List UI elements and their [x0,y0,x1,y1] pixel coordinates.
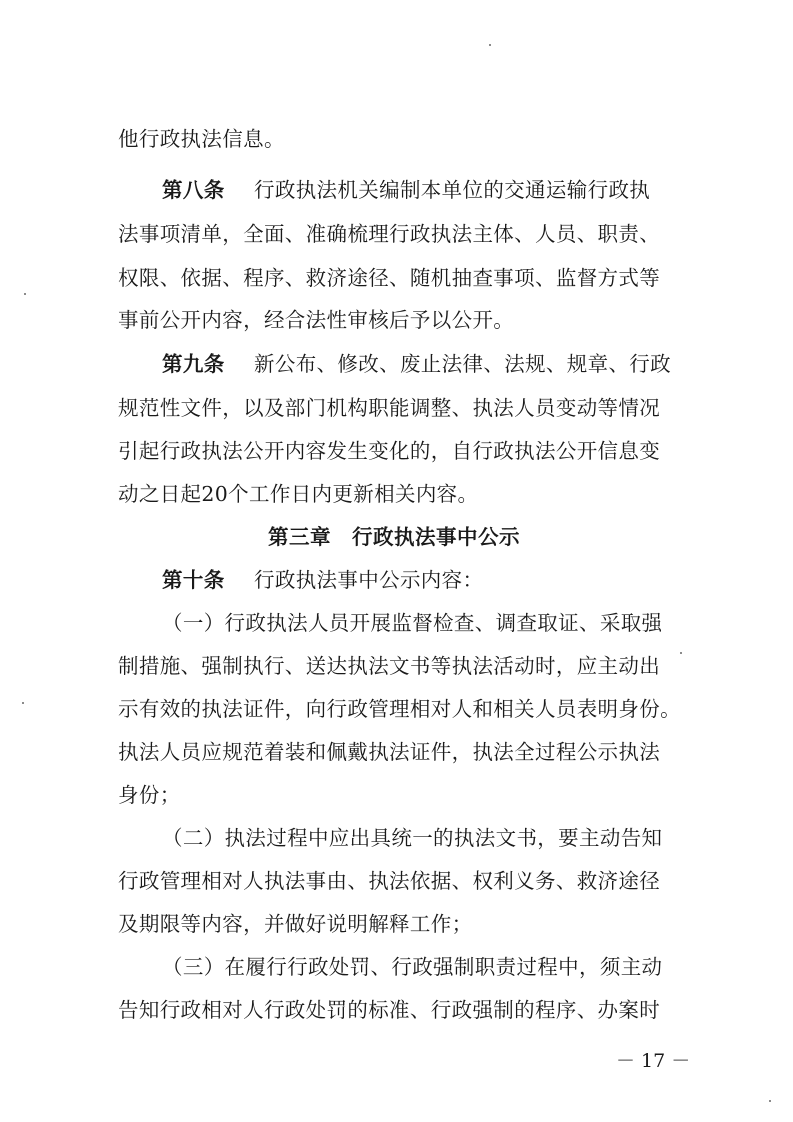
scan-speck [24,293,26,295]
article-title: 第九条 [162,352,225,376]
text-line: 规范性文件，以及部门机构职能调整、执法人员变动等情况 [118,396,661,420]
text-line: 执法人员应规范着装和佩戴执法证件，执法全过程公示执法 [118,740,661,764]
text-line: 示有效的执法证件，向行政管理相对人和相关人员表明身份。 [118,697,681,721]
text-line: 他行政执法信息。 [118,127,285,151]
article-10-label [162,563,225,593]
scan-speck [489,44,491,46]
scan-speck [769,1100,771,1102]
article-title: 第十条 [162,568,225,592]
text-line: 制措施、强制执行、送达执法文书等执法活动时，应主动出 [118,654,661,678]
text-line: （一）行政执法人员开展监督检查、调查取证、采取强 [162,611,663,635]
text-line: 及期限等内容，并做好说明解释工作； [118,912,473,936]
text-line: 行政管理相对人执法事由、执法依据、权利义务、救济途径 [118,869,661,893]
text-line: 动之日起20个工作日内更新相关内容。 [118,482,479,506]
article-8-label [162,173,225,203]
article-9-label [162,347,225,377]
chapter-heading: 第三章 行政执法事中公示 [268,525,520,549]
text-line: 事前公开内容，经合法性审核后予以公开。 [118,308,515,332]
text-line: 行政执法事中公示内容： [254,568,484,592]
scan-speck [680,652,682,654]
text-line: 引起行政执法公开内容发生变化的，自行政执法公开信息变 [118,439,661,463]
text-line: 新公布、修改、废止法律、法规、规章、行政 [254,352,671,376]
scan-speck [22,702,24,704]
text-line: （三）在履行行政处罚、行政强制职责过程中，须主动 [162,955,663,979]
article-title: 第八条 [162,178,225,202]
text-line: 告知行政相对人行政处罚的标准、行政强制的程序、办案时 [118,998,661,1022]
text-line: 权限、依据、程序、救济途径、随机抽查事项、监督方式等 [118,266,661,290]
text-line: 行政执法机关编制本单位的交通运输行政执 [254,178,651,202]
text-line: （二）执法过程中应出具统一的执法文书，要主动告知 [162,826,663,850]
page-number: － 17 － [616,1050,691,1072]
text-line: 身份； [118,783,181,807]
text-line: 法事项清单，全面、准确梳理行政执法主体、人员、职责、 [118,222,661,246]
